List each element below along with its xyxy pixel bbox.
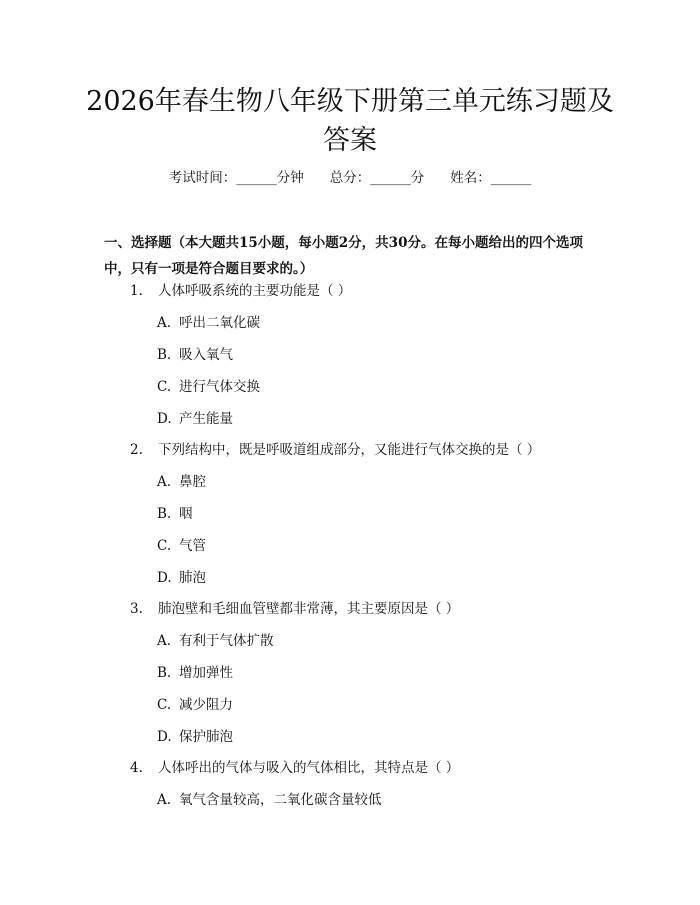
question-4	[130, 758, 459, 778]
option-text: 鼻腔	[179, 474, 206, 490]
option-text: 氧气含量较高，二氧化碳含量较低	[179, 792, 382, 808]
option-letter: C.	[157, 538, 172, 554]
option-letter: D.	[157, 411, 172, 427]
option-letter: A.	[157, 474, 172, 490]
question-number: 1.	[130, 283, 143, 299]
question-text: 肺泡壁和毛细血管壁都非常薄，其主要原因是（ ）	[158, 601, 460, 617]
option-text: 进行气体交换	[179, 379, 260, 395]
question-4-option-a	[157, 790, 382, 810]
exam-info	[0, 168, 700, 188]
question-1-option-b	[157, 345, 233, 365]
question-number: 3.	[130, 601, 143, 617]
option-letter: A.	[157, 315, 172, 331]
student-name-field: 姓名：______	[450, 170, 532, 186]
section-heading: 一、选择题（本大题共15小题，每小题2分，共30分。在每小题给出的四个选项中，只有一项是符合题目要求的。）	[104, 235, 583, 277]
question-2	[130, 440, 540, 460]
option-letter: B.	[157, 665, 172, 681]
question-number: 4.	[130, 760, 143, 776]
option-letter: C.	[157, 379, 172, 395]
question-2-option-b	[157, 504, 193, 524]
question-3	[130, 599, 459, 619]
document-title: 2026年春生物八年级下册第三单元练习题及答案	[86, 86, 614, 156]
question-number: 2.	[130, 442, 143, 458]
option-letter: D.	[157, 570, 172, 586]
question-1	[130, 281, 351, 301]
exam-time-field: 考试时间：______分钟	[168, 170, 304, 186]
question-text: 人体呼吸系统的主要功能是（ ）	[158, 283, 352, 299]
question-1-option-d	[157, 409, 233, 429]
question-2-option-a	[157, 472, 206, 492]
option-text: 产生能量	[179, 411, 233, 427]
option-letter: C.	[157, 697, 172, 713]
option-text: 减少阻力	[179, 697, 233, 713]
question-3-option-d	[157, 727, 233, 747]
option-text: 咽	[179, 506, 193, 522]
option-letter: A.	[157, 633, 172, 649]
question-text: 人体呼出的气体与吸入的气体相比，其特点是（ ）	[158, 760, 460, 776]
option-text: 保护肺泡	[179, 729, 233, 745]
question-1-option-c	[157, 377, 260, 397]
option-letter: A.	[157, 792, 172, 808]
question-2-option-d	[157, 568, 206, 588]
option-letter: B.	[157, 506, 172, 522]
option-text: 肺泡	[179, 570, 206, 586]
option-text: 增加弹性	[179, 665, 233, 681]
question-3-option-c	[157, 695, 233, 715]
option-letter: D.	[157, 729, 172, 745]
question-text: 下列结构中，既是呼吸道组成部分，又能进行气体交换的是（ ）	[158, 442, 541, 458]
question-3-option-a	[157, 631, 274, 651]
option-text: 有利于气体扩散	[179, 633, 274, 649]
option-letter: B.	[157, 347, 172, 363]
question-2-option-c	[157, 536, 206, 556]
option-text: 呼出二氧化碳	[179, 315, 260, 331]
option-text: 吸入氧气	[179, 347, 233, 363]
exam-score-field: 总分：______分	[329, 170, 425, 186]
question-1-option-a	[157, 313, 260, 333]
question-3-option-b	[157, 663, 233, 683]
option-text: 气管	[179, 538, 206, 554]
